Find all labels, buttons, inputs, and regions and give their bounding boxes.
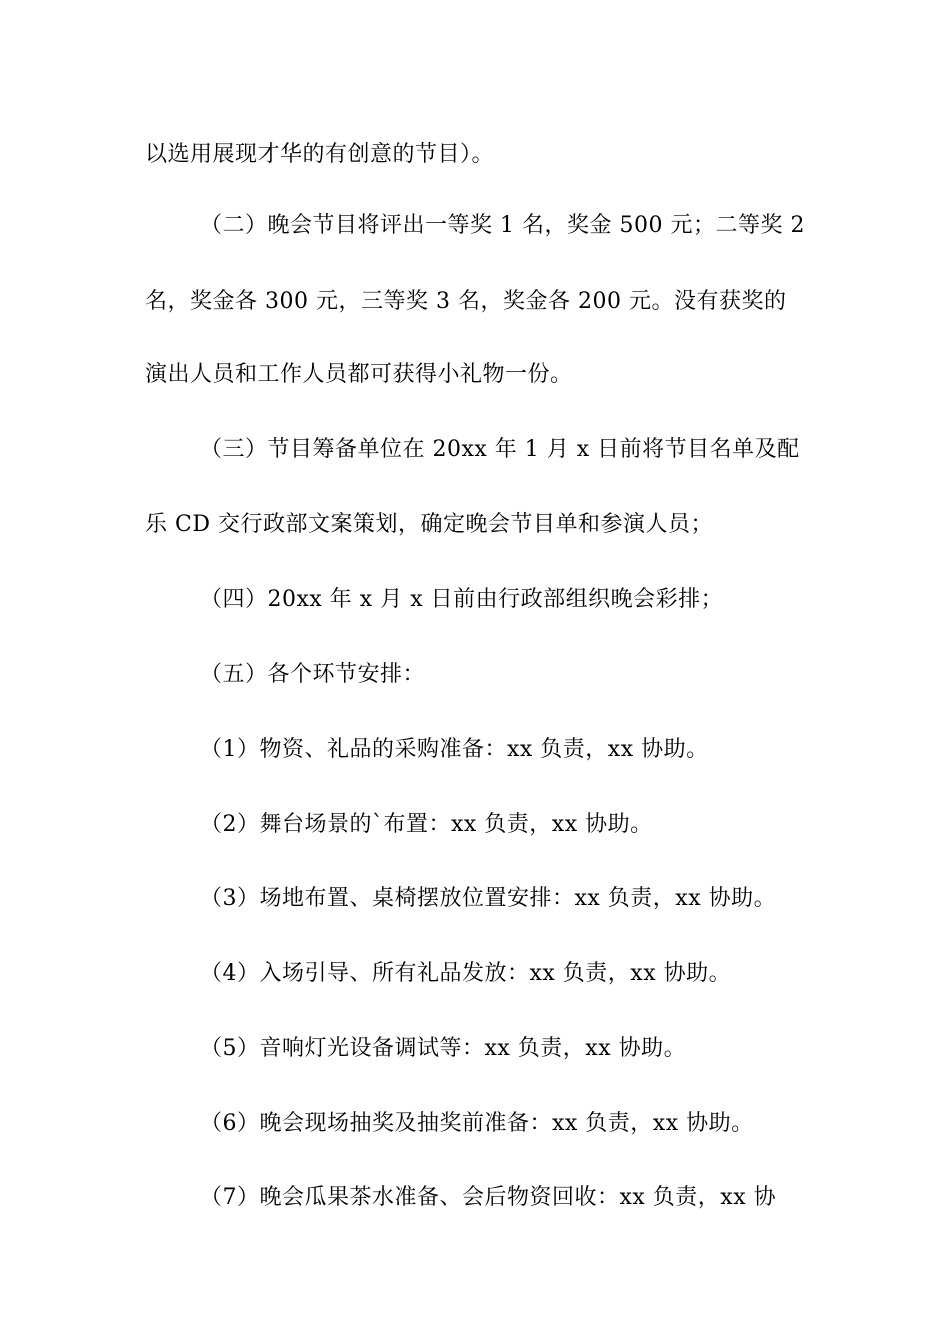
list-item: （7）晚会瓜果茶水准备、会后物资回收：xx 负责，xx 协	[200, 1185, 777, 1210]
paragraph-line: （五）各个环节安排：	[200, 662, 426, 687]
list-item: （2）舞台场景的`布置：xx 负责，xx 协助。	[200, 812, 653, 837]
paragraph-line: 演出人员和工作人员都可获得小礼物一份。	[145, 362, 573, 387]
paragraph-line: （四）20xx 年 x 月 x 日前由行政部组织晚会彩排；	[200, 587, 724, 612]
list-item: （3）场地布置、桌椅摆放位置安排：xx 负责，xx 协助。	[200, 886, 777, 911]
list-item: （5）音响灯光设备调试等：xx 负责，xx 协助。	[200, 1036, 687, 1061]
list-item: （1）物资、礼品的采购准备：xx 负责，xx 协助。	[200, 737, 709, 762]
paragraph-line: 名，奖金各 300 元，三等奖 3 名，奖金各 200 元。没有获奖的	[145, 289, 787, 314]
list-item: （4）入场引导、所有礼品发放：xx 负责，xx 协助。	[200, 961, 732, 986]
paragraph-line: 以选用展现才华的有创意的节目）。	[145, 142, 495, 167]
list-item: （6）晚会现场抽奖及抽奖前准备：xx 负责，xx 协助。	[200, 1111, 754, 1136]
paragraph-line: （二）晚会节目将评出一等奖 1 名，奖金 500 元；二等奖 2	[200, 213, 805, 238]
paragraph-line: （三）节目筹备单位在 20xx 年 1 月 x 日前将节目名单及配	[200, 437, 800, 462]
paragraph-line: 乐 CD 交行政部文案策划，确定晚会节目单和参演人员；	[145, 512, 713, 537]
